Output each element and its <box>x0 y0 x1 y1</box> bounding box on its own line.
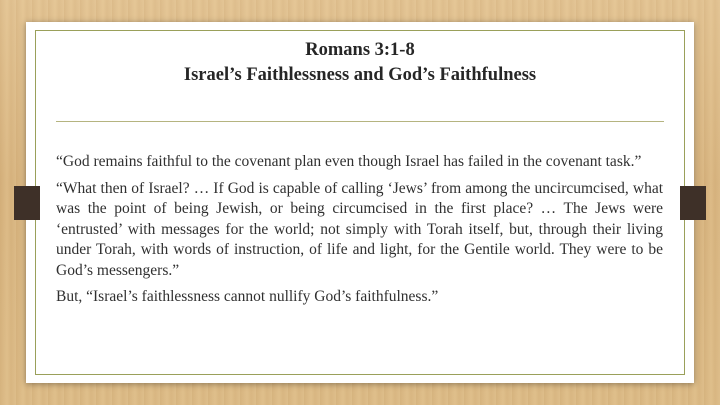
quote-paragraph-2: “What then of Israel? … If God is capable of calling ‘Jews’ from among the uncircumcised, what was the point of being Jewish, or being circumcised in the first place? … The Jews were ‘entrusted’ with messages for the world; not simply with Torah itself, but, through their living under Torah, with words of instruction, of life and light, for the Gentile world. They were to be God’s messengers.” <box>56 179 663 279</box>
slide-title <box>0 38 720 88</box>
title-heading: Israel’s Faithlessness and God’s Faithfulness <box>183 65 537 85</box>
title-reference: Romans 3:1-8 <box>305 40 415 60</box>
quote-paragraph-1: “God remains faithful to the covenant plan even though Israel has failed in the covenant task.” <box>56 153 642 170</box>
slide-body <box>56 152 663 314</box>
left-side-tab <box>14 186 40 220</box>
right-side-tab <box>680 186 706 220</box>
title-divider <box>56 121 664 122</box>
quote-paragraph-3: But, “Israel’s faithlessness cannot nullify God’s faithfulness.” <box>56 288 439 305</box>
